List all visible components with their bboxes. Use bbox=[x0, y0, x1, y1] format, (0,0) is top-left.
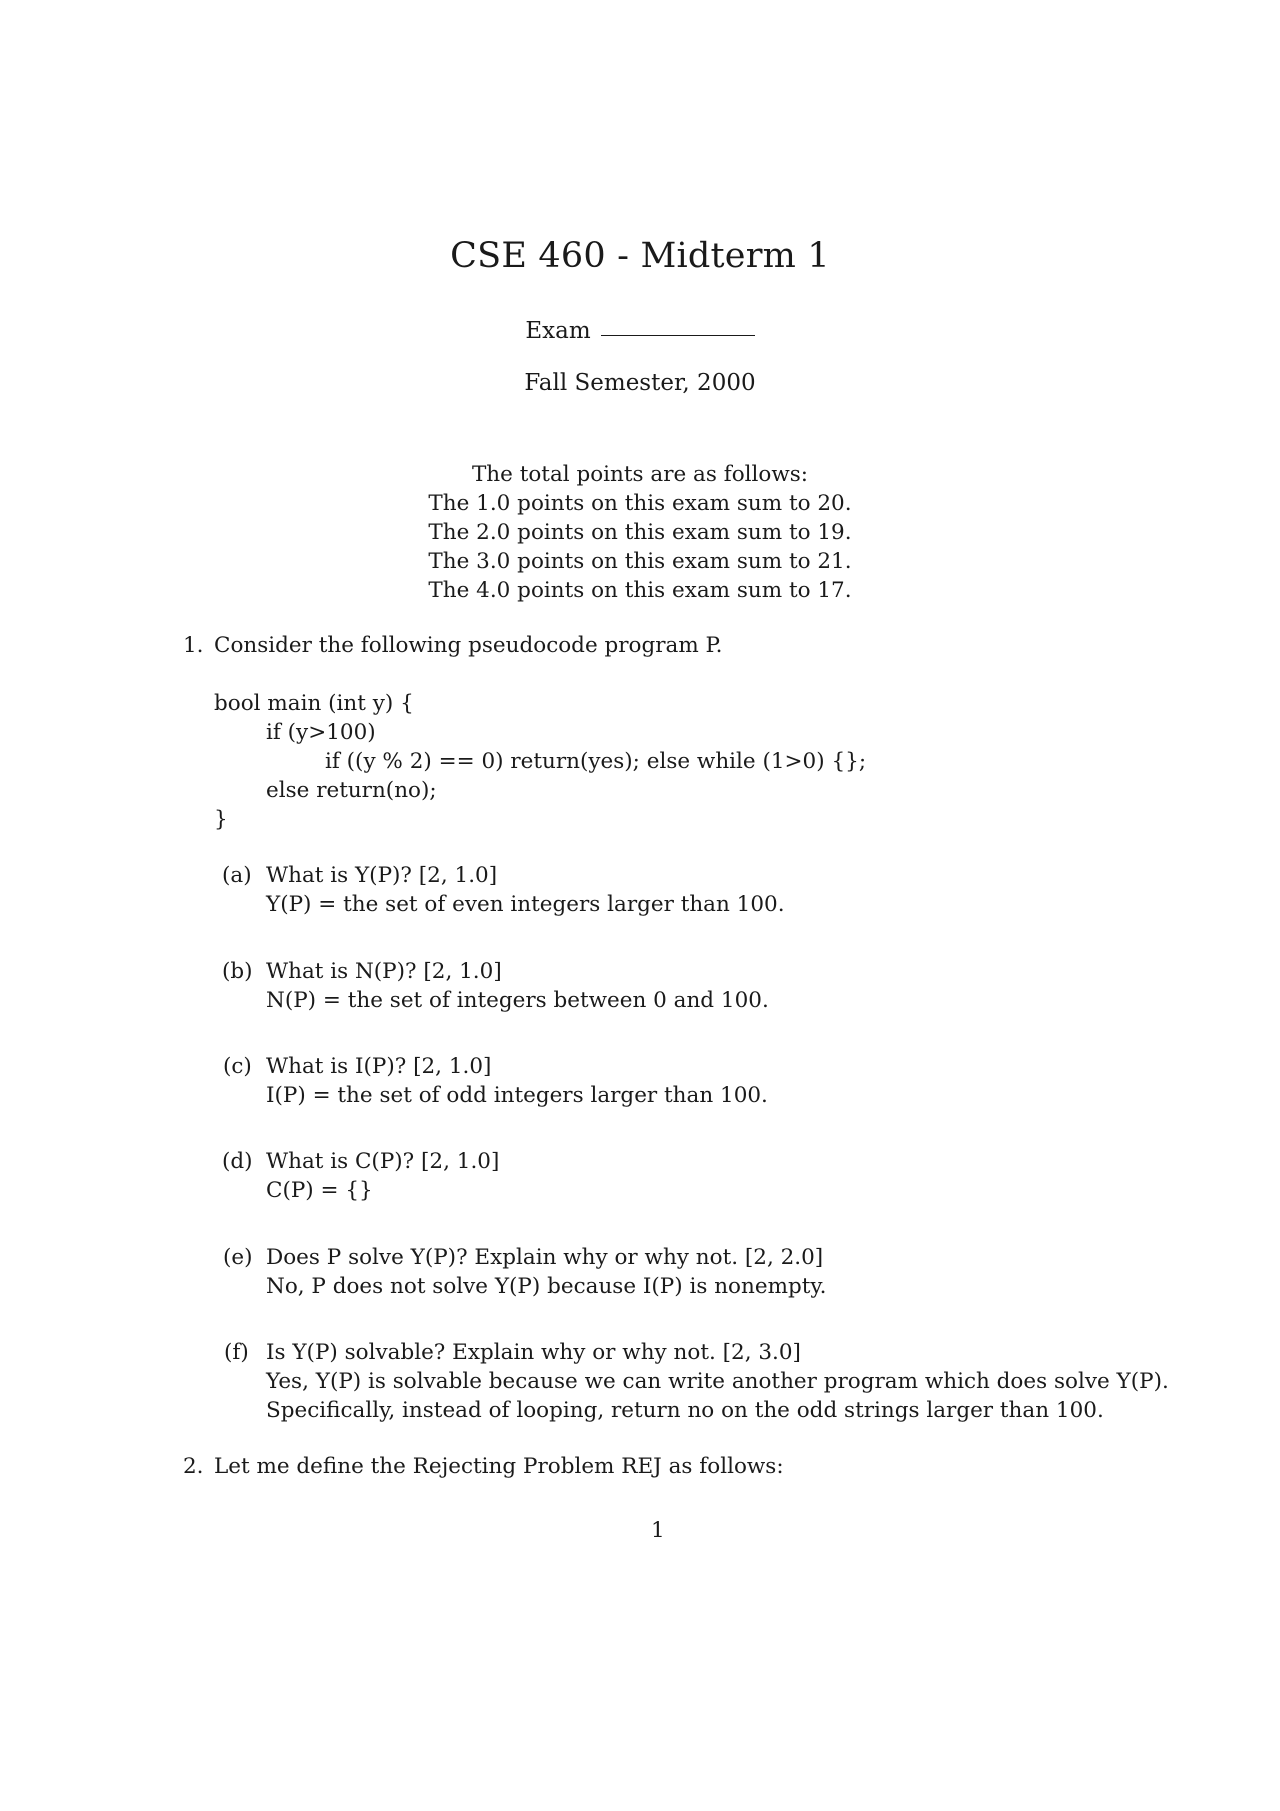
part-b-question: What is N(P)? [2, 1.0] bbox=[266, 959, 502, 984]
part-d-question: What is C(P)? [2, 1.0] bbox=[266, 1149, 500, 1174]
code-line: if ((y % 2) == 0) return(yes); else while (1>0) {}; bbox=[325, 749, 867, 774]
part-c-answer: I(P) = the set of odd integers larger than 100. bbox=[266, 1083, 768, 1108]
code-line: else return(no); bbox=[266, 778, 437, 803]
part-a-label: (a) bbox=[222, 863, 252, 888]
exam-label: Exam bbox=[525, 318, 591, 344]
code-line: if (y>100) bbox=[266, 720, 376, 745]
code-line: bool main (int y) { bbox=[214, 691, 414, 716]
points-summary bbox=[0, 460, 1280, 605]
question-1-prompt: Consider the following pseudocode program P. bbox=[214, 633, 723, 658]
code-line: } bbox=[214, 807, 228, 832]
part-b-label: (b) bbox=[222, 959, 253, 984]
part-b-answer: N(P) = the set of integers between 0 and 100. bbox=[266, 988, 769, 1013]
part-a-question: What is Y(P)? [2, 1.0] bbox=[266, 863, 498, 888]
page-title: CSE 460 - Midterm 1 bbox=[450, 236, 830, 276]
part-e-label: (e) bbox=[223, 1245, 253, 1270]
part-e-answer: No, P does not solve Y(P) because I(P) is nonempty. bbox=[266, 1274, 827, 1299]
part-f-answer-line: Specifically, instead of looping, return no on the odd strings larger than 100. bbox=[266, 1398, 1104, 1423]
part-f-question: Is Y(P) solvable? Explain why or why not. [2, 3.0] bbox=[266, 1340, 801, 1365]
part-f-answer-line: Yes, Y(P) is solvable because we can write another program which does solve Y(P). bbox=[266, 1369, 1169, 1394]
exam-blank-line bbox=[601, 335, 755, 336]
points-line: The 4.0 points on this exam sum to 17. bbox=[428, 578, 852, 603]
part-a-answer: Y(P) = the set of even integers larger than 100. bbox=[266, 892, 785, 917]
page-number: 1 bbox=[651, 1518, 665, 1543]
exam-field bbox=[0, 318, 1280, 344]
points-line: The 1.0 points on this exam sum to 20. bbox=[428, 491, 852, 516]
semester-line: Fall Semester, 2000 bbox=[524, 370, 756, 396]
points-intro: The total points are as follows: bbox=[471, 462, 809, 487]
part-c-question: What is I(P)? [2, 1.0] bbox=[266, 1054, 492, 1079]
part-f-label: (f) bbox=[224, 1340, 249, 1365]
part-d-label: (d) bbox=[222, 1149, 253, 1174]
question-1-number: 1. bbox=[183, 633, 204, 658]
part-d-answer: C(P) = {} bbox=[266, 1178, 373, 1203]
points-line: The 3.0 points on this exam sum to 21. bbox=[428, 549, 852, 574]
points-line: The 2.0 points on this exam sum to 19. bbox=[428, 520, 852, 545]
part-e-question: Does P solve Y(P)? Explain why or why not. [2, 2.0] bbox=[266, 1245, 824, 1270]
question-2-number: 2. bbox=[183, 1454, 204, 1479]
question-2-prompt: Let me define the Rejecting Problem REJ as follows: bbox=[214, 1454, 784, 1479]
part-c-label: (c) bbox=[223, 1054, 252, 1079]
